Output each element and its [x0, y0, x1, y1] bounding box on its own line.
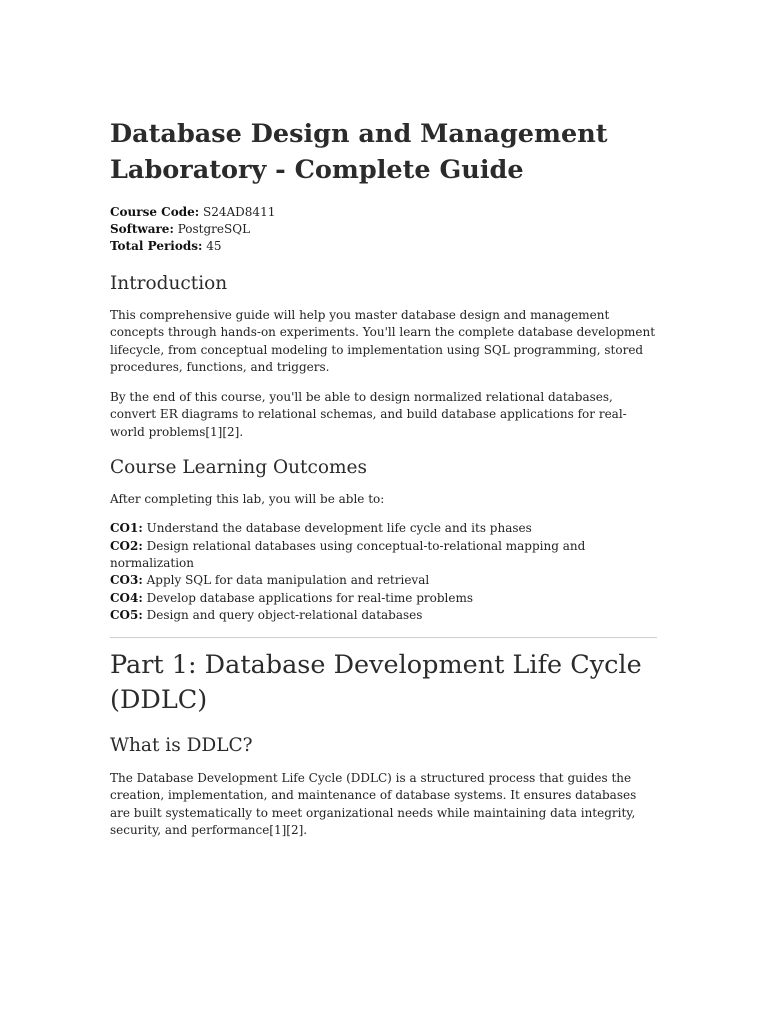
outcome-code: CO1: — [110, 521, 143, 536]
list-item — [110, 538, 658, 573]
introduction-heading: Introduction — [110, 273, 228, 294]
meta-value: PostgreSQL — [177, 222, 251, 236]
outcome-text: Develop database applications for real-time problems — [146, 590, 474, 605]
section-divider — [110, 637, 657, 638]
outcome-text: Apply SQL for data manipulation and retrieval — [146, 573, 430, 588]
meta-label: Total Periods: — [110, 239, 203, 253]
meta-label: Course Code: — [110, 205, 200, 219]
outcome-text: Understand the database development life cycle and its phases — [146, 521, 532, 536]
meta-label: Software: — [110, 222, 174, 236]
outcome-code: CO2: — [110, 538, 143, 553]
part1-heading: Part 1: Database Development Life Cycle (DDLC) — [110, 650, 642, 716]
document-title: Database Design and Management Laboratory - Complete Guide — [110, 119, 608, 185]
outcomes-intro: After completing this lab, you will be able to: — [110, 492, 385, 507]
introduction-paragraph-2: By the end of this course, you'll be able to design normalized relational databases, convert ER diagrams to relational schemas, and build database applications for real-world problems[1][2]. — [110, 390, 627, 439]
meta-total-periods — [110, 238, 658, 255]
outcome-code: CO3: — [110, 573, 143, 588]
outcome-code: CO5: — [110, 607, 143, 622]
list-item — [110, 572, 658, 589]
list-item — [110, 607, 658, 624]
ddlc-subheading: What is DDLC? — [110, 735, 253, 757]
introduction-paragraph-1: This comprehensive guide will help you master database design and management concepts through hands-on experiments. You'll learn the complete database development lifecycle, from conceptual modeling to implementation using SQL programming, stored procedures, functions, and triggers. — [110, 308, 656, 374]
meta-value: 45 — [206, 239, 222, 253]
ddlc-paragraph: The Database Development Life Cycle (DDLC) is a structured process that guides the creation, implementation, and maintenance of database systems. It ensures databases are built systematically to meet organizational needs while maintaining data integrity, security, and performance[1][2]. — [110, 771, 637, 838]
outcomes-heading: Course Learning Outcomes — [110, 457, 367, 479]
outcome-text: Design and query object-relational databases — [146, 607, 423, 622]
meta-software — [110, 221, 658, 238]
outcome-text: Design relational databases using conceptual-to-relational mapping and normalization — [110, 538, 586, 570]
course-meta — [110, 204, 658, 255]
list-item — [110, 520, 658, 537]
meta-course-code — [110, 204, 658, 221]
outcomes-list — [110, 520, 658, 624]
outcome-code: CO4: — [110, 590, 143, 605]
meta-value: S24AD8411 — [203, 205, 276, 219]
list-item — [110, 590, 658, 607]
